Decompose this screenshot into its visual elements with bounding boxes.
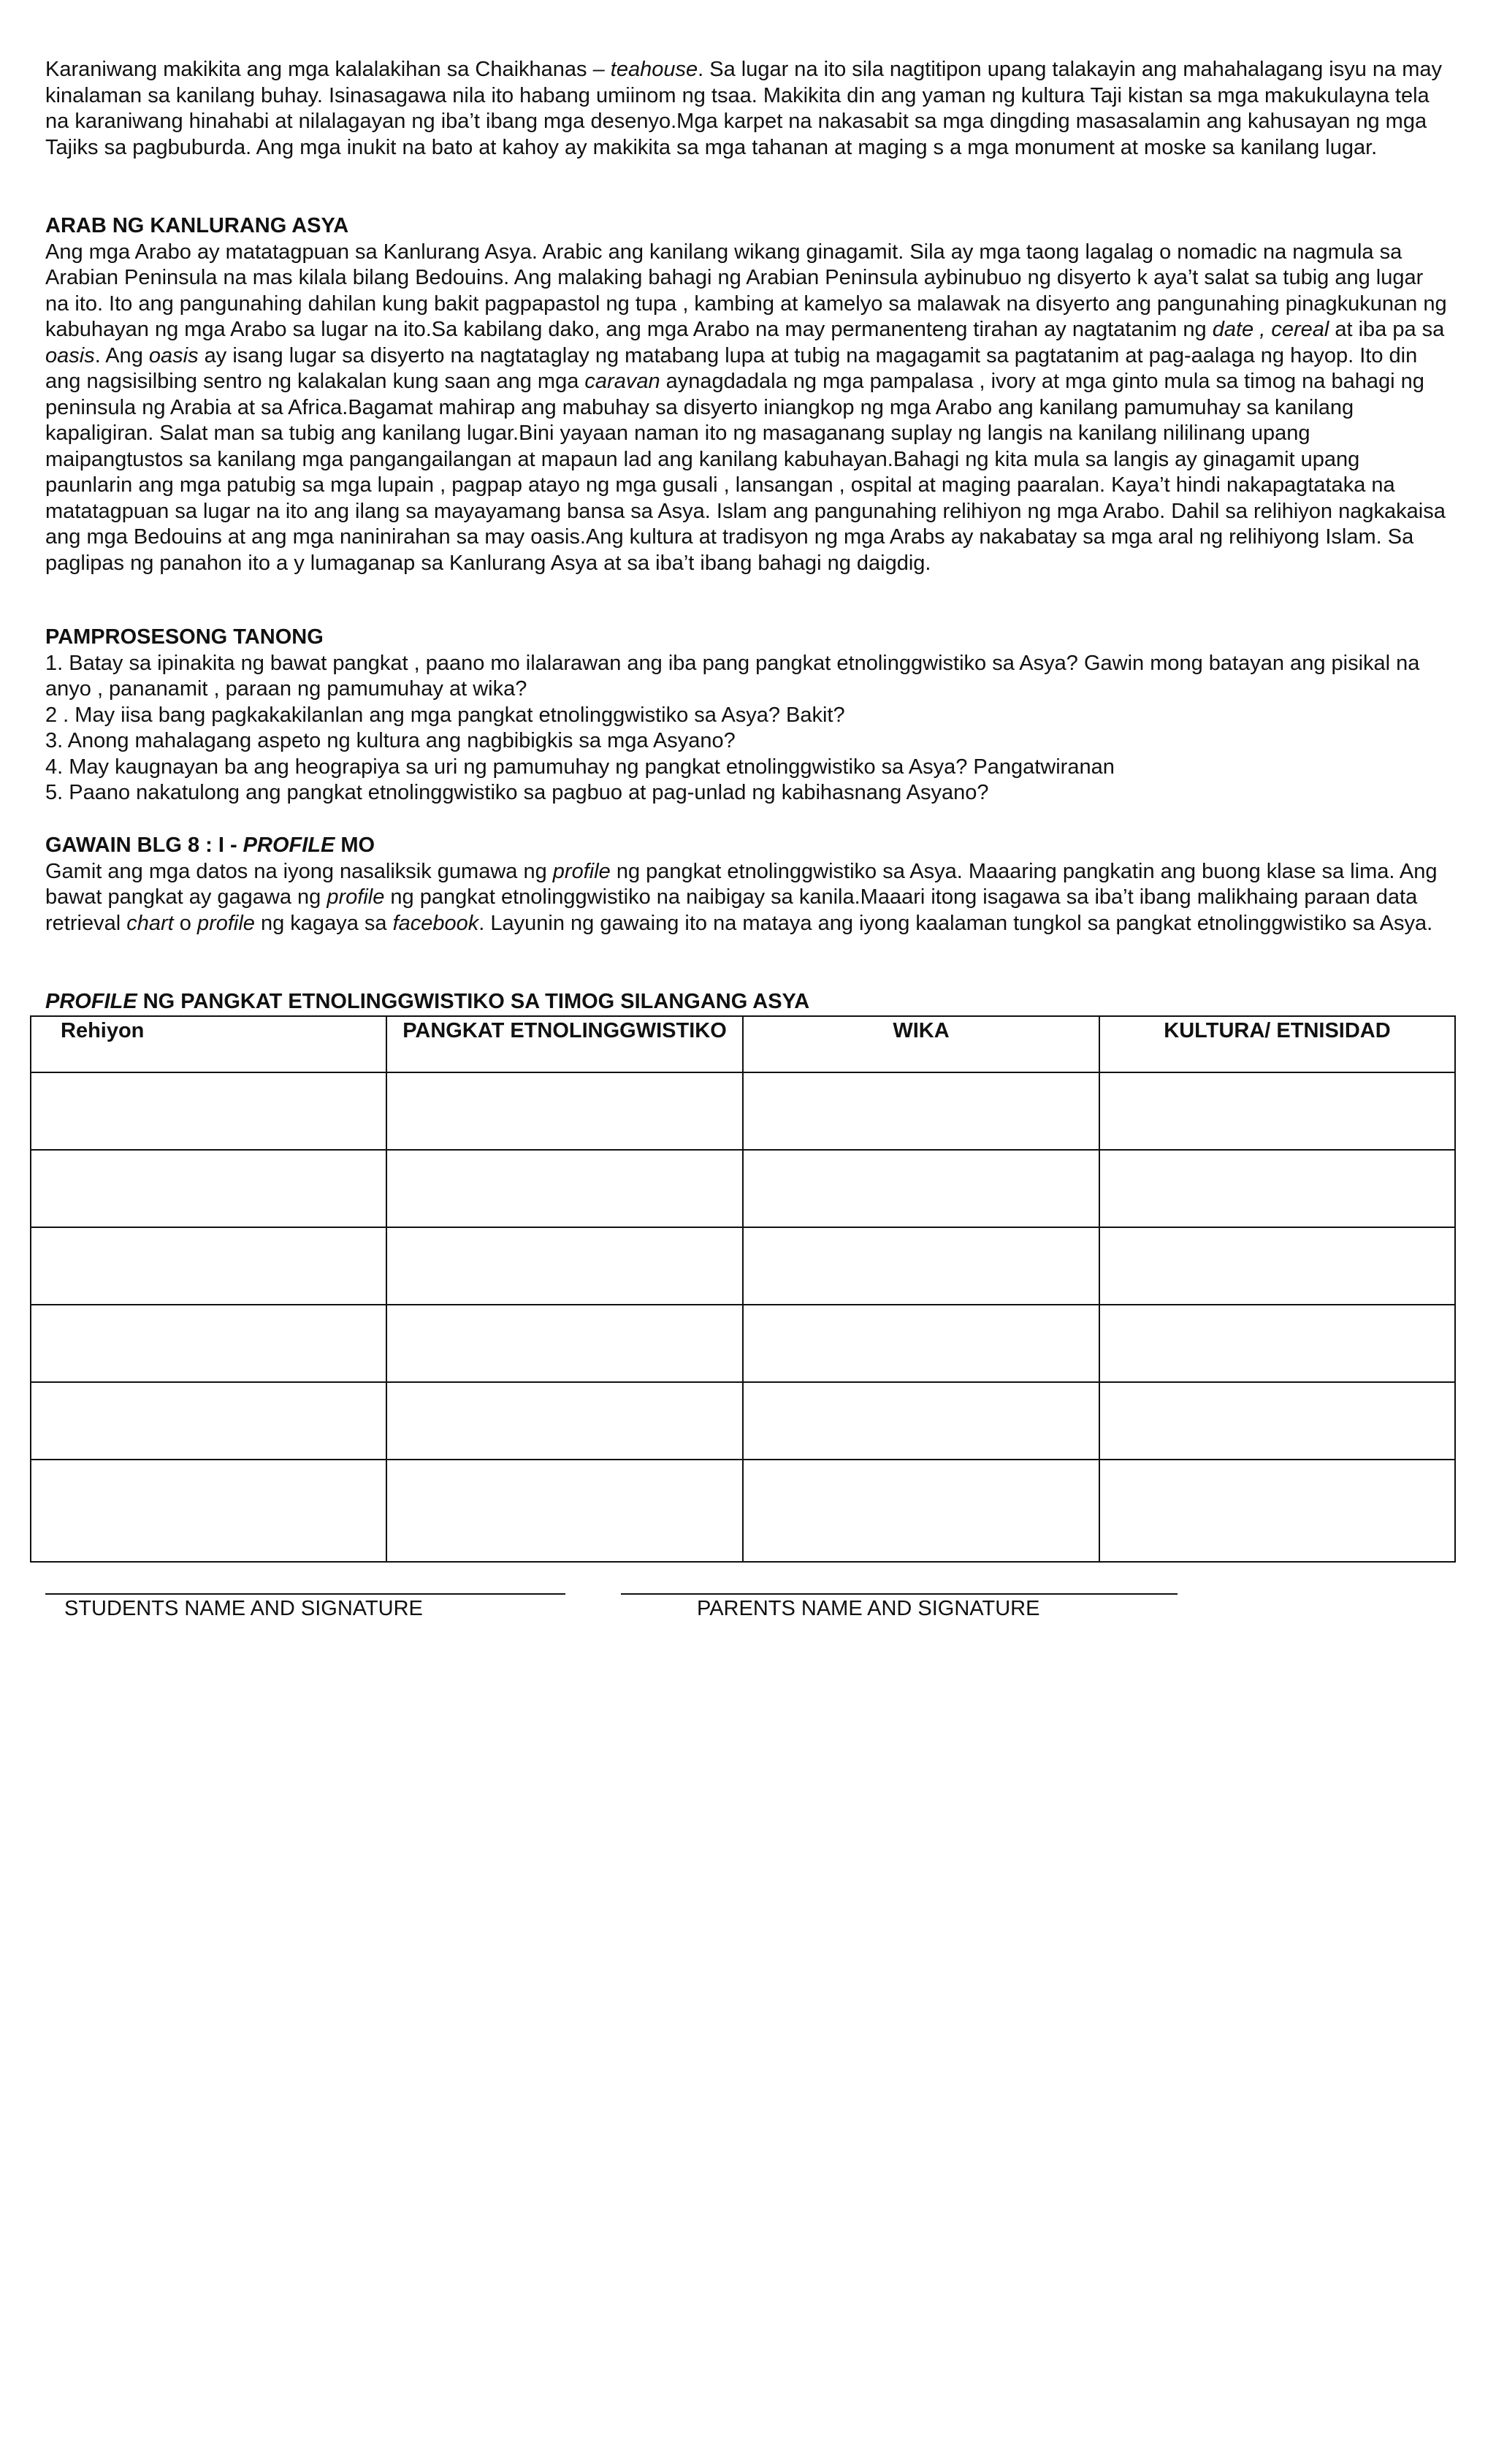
table-row	[31, 1150, 1455, 1227]
table-cell[interactable]	[386, 1305, 743, 1382]
table-cell[interactable]	[743, 1150, 1099, 1227]
activity-heading-post: MO	[335, 834, 375, 857]
question-item: 5. Paano nakatulong ang pangkat etnolinggwistiko sa pagbuo at pag-unlad ng kabihasnang Asyano?	[45, 781, 989, 804]
table-title	[45, 989, 1448, 1015]
table-row	[31, 1460, 1455, 1562]
parent-signature-label: PARENTS NAME AND SIGNATURE	[697, 1597, 1040, 1620]
arab-paragraph	[45, 240, 1448, 577]
table-cell[interactable]	[1099, 1227, 1455, 1305]
activity-heading-em: PROFILE	[243, 834, 335, 857]
table-cell[interactable]	[1099, 1382, 1455, 1460]
intro-text-1: Karaniwang makikita ang mga kalalakihan sa Chaikhanas –	[45, 58, 611, 81]
question-item: 1. Batay sa ipinakita ng bawat pangkat , paano mo ilalarawan ang iba pang pangkat etnolinggwistiko sa Asya? Gawin mong batayan ang pisikal na anyo , pananamit , paraan ng pamumuhay at wika?	[45, 651, 1420, 701]
student-signature-label: STUDENTS NAME AND SIGNATURE	[64, 1597, 423, 1620]
activity-em-2: profile	[327, 885, 385, 909]
arab-em-4: caravan	[584, 370, 660, 393]
question-item: 3. Anong mahalagang aspeto ng kultura ang nagbibigkis sa mga Asyano?	[45, 729, 736, 752]
activity-text-4: o	[173, 911, 197, 935]
table-title-rest: NG PANGKAT ETNOLINGGWISTIKO SA TIMOG SILANGANG ASYA	[137, 990, 810, 1013]
table-cell[interactable]	[743, 1072, 1099, 1150]
intro-text-2: . Sa lugar na ito sila nagtitipon upang talakayin ang mahahalagang isyu na may kinalaman sa kanilang buhay. Isinasagawa nila ito habang umiinom ng tsaa. Makikita din ang yaman ng kultura Taji kistan sa mga makukulayna tela na karaniwang hinahabi at nilalagayan ng iba’t ibang mga desenyo.Mga karpet na nakasabit sa mga dingding masasalamin ang kahusayan ng mga Tajiks sa pagbuburda. Ang mga inukit na bato at kahoy ay makikita sa mga tahanan at maging s a mga monument at moske sa kanilang lugar.	[45, 58, 1443, 159]
arab-text-5: aynagdadala ng mga pampalasa , ivory at mga ginto mula sa timog na bahagi ng peninsula ng Arabia at sa Africa.Bagamat mahirap ang mabuhay sa disyerto iniangkop ng mga Arabo ang kanilang pamumuhay sa kanilang kapaligiran. Salat man sa tubig ang kanilang lugar.Bini yayaan naman ito ng masaganang suplay ng langis na kanilang nililinang upang maipangtustos sa kanilang mga pangangailangan at mapaun lad ang kanilang kabuhayan.Bahagi ng kita mula sa langis ay ginagamit upang paunlarin ang mga patubig sa mga lupain , pagpap atayo ng mga gusali , lansangan , ospital at maging paaralan. Kaya’t hindi nakapagtataka na matatagpuan sa lugar na ito ang ilang sa mayayamang bansa sa Asya. Islam ang pangunahing relihiyon ng mga Arabo. Dahil sa relihiyon nagkakaisa ang mga Bedouins at ang mga naninirahan sa may oasis.Ang kultura at tradisyon ng mga Arabs ay nakabatay sa mga aral ng relihiyong Islam. Sa paglipas ng panahon ito a y lumaganap sa Kanlurang Asya at sa iba’t ibang bahagi ng daigdig.	[45, 370, 1446, 575]
table-cell[interactable]	[386, 1150, 743, 1227]
table-cell[interactable]	[386, 1382, 743, 1460]
question-item: 2 . May iisa bang pagkakakilanlan ang mga pangkat etnolinggwistiko sa Asya? Bakit?	[45, 703, 845, 727]
activity-paragraph	[45, 859, 1448, 937]
activity-text-5: ng kagaya sa	[254, 911, 393, 935]
table-cell[interactable]	[31, 1460, 386, 1562]
arab-heading: ARAB NG KANLURANG ASYA	[45, 214, 349, 237]
intro-paragraph	[45, 57, 1448, 161]
table-cell[interactable]	[386, 1460, 743, 1562]
student-signature-line[interactable]	[45, 1593, 565, 1595]
activity-em-5: facebook	[392, 911, 479, 935]
table-cell[interactable]	[1099, 1305, 1455, 1382]
table-cell[interactable]	[31, 1150, 386, 1227]
arab-text-3: . Ang	[94, 343, 149, 367]
table-row	[31, 1305, 1455, 1382]
questions-heading: PAMPROSESONG TANONG	[45, 625, 324, 649]
activity-text-2: ng pangkat etnolinggwistiko sa Asya. Maaaring pangkatin ang buong klase sa lima. Ang bawat pangkat ay gagawa ng	[45, 859, 1438, 909]
column-header-pangkat: PANGKAT ETNOLINGGWISTIKO	[386, 1016, 743, 1072]
table-title-em: PROFILE	[45, 990, 137, 1013]
activity-section	[45, 833, 1448, 937]
activity-em-3: chart	[126, 911, 174, 935]
questions-section	[45, 625, 1448, 806]
table-cell[interactable]	[1099, 1460, 1455, 1562]
arab-section	[45, 213, 1448, 576]
table-row	[31, 1072, 1455, 1150]
question-item: 4. May kaugnayan ba ang heograpiya sa uri ng pamumuhay ng pangkat etnolinggwistiko sa Asya? Pangatwiranan	[45, 755, 1115, 779]
arab-em-3: oasis	[148, 343, 199, 367]
activity-heading	[45, 833, 1448, 859]
table-cell[interactable]	[386, 1227, 743, 1305]
table-header-row	[31, 1016, 1455, 1072]
activity-text-3: ng pangkat etnolinggwistiko na naibigay sa kanila.Maaari itong isagawa sa iba’t ibang malikhaing paraan data retrieval	[45, 885, 1418, 935]
table-cell[interactable]	[386, 1072, 743, 1150]
column-header-wika: WIKA	[743, 1016, 1099, 1072]
profile-table	[30, 1015, 1456, 1563]
table-cell[interactable]	[743, 1382, 1099, 1460]
activity-text-1: Gamit ang mga datos na iyong nasaliksik gumawa ng	[45, 859, 553, 883]
arab-text-2: at iba pa sa	[1329, 318, 1445, 341]
column-header-kultura: KULTURA/ ETNISIDAD	[1099, 1016, 1455, 1072]
activity-heading-pre: GAWAIN BLG 8 : I -	[45, 834, 243, 857]
intro-emphasis: teahouse	[610, 58, 698, 81]
table-cell[interactable]	[743, 1227, 1099, 1305]
table-cell[interactable]	[743, 1460, 1099, 1562]
table-cell[interactable]	[31, 1305, 386, 1382]
activity-text-6: . Layunin ng gawaing ito na mataya ang iyong kaalaman tungkol sa pangkat etnolinggwistiko sa Asya.	[478, 911, 1433, 935]
table-cell[interactable]	[1099, 1150, 1455, 1227]
arab-text-1: Ang mga Arabo ay matatagpuan sa Kanlurang Asya. Arabic ang kanilang wikang ginagamit. Sila ay mga taong lagalag o nomadic na nagmula sa Arabian Peninsula na mas kilala bilang Bedouins. Ang malaking bahagi ng Arabian Peninsula aybinubuo ng disyerto k aya’t salat sa tubig ang lugar na ito. Ito ang pangunahing dahilan kung bakit pagpapastol ng tupa , kambing at kamelyo sa malawak na disyerto ang pangunahing pinagkukunan ng kabuhayan ng mga Arabo sa lugar na ito.Sa kabilang dako, ang mga Arabo na may permanenteng tirahan ay nagtatanim ng	[45, 240, 1447, 341]
table-cell[interactable]	[31, 1072, 386, 1150]
table-row	[31, 1382, 1455, 1460]
table-cell[interactable]	[31, 1227, 386, 1305]
table-cell[interactable]	[1099, 1072, 1455, 1150]
activity-em-4: profile	[196, 911, 255, 935]
table-cell[interactable]	[31, 1382, 386, 1460]
arab-em-2: oasis	[45, 343, 95, 367]
table-cell[interactable]	[743, 1305, 1099, 1382]
arab-em-1: date , cereal	[1212, 318, 1329, 341]
table-row	[31, 1227, 1455, 1305]
parent-signature-line[interactable]	[621, 1593, 1178, 1595]
column-header-rehiyon: Rehiyon	[31, 1016, 386, 1072]
activity-em-1: profile	[552, 859, 611, 883]
arab-text-4: ay isang lugar sa disyerto na nagtataglay ng matabang lupa at tubig na magagamit sa pagtatanim at pag-aalaga ng hayop. Ito din ang nagsisilbing sentro ng kalakalan kung saan ang mga	[45, 343, 1418, 393]
